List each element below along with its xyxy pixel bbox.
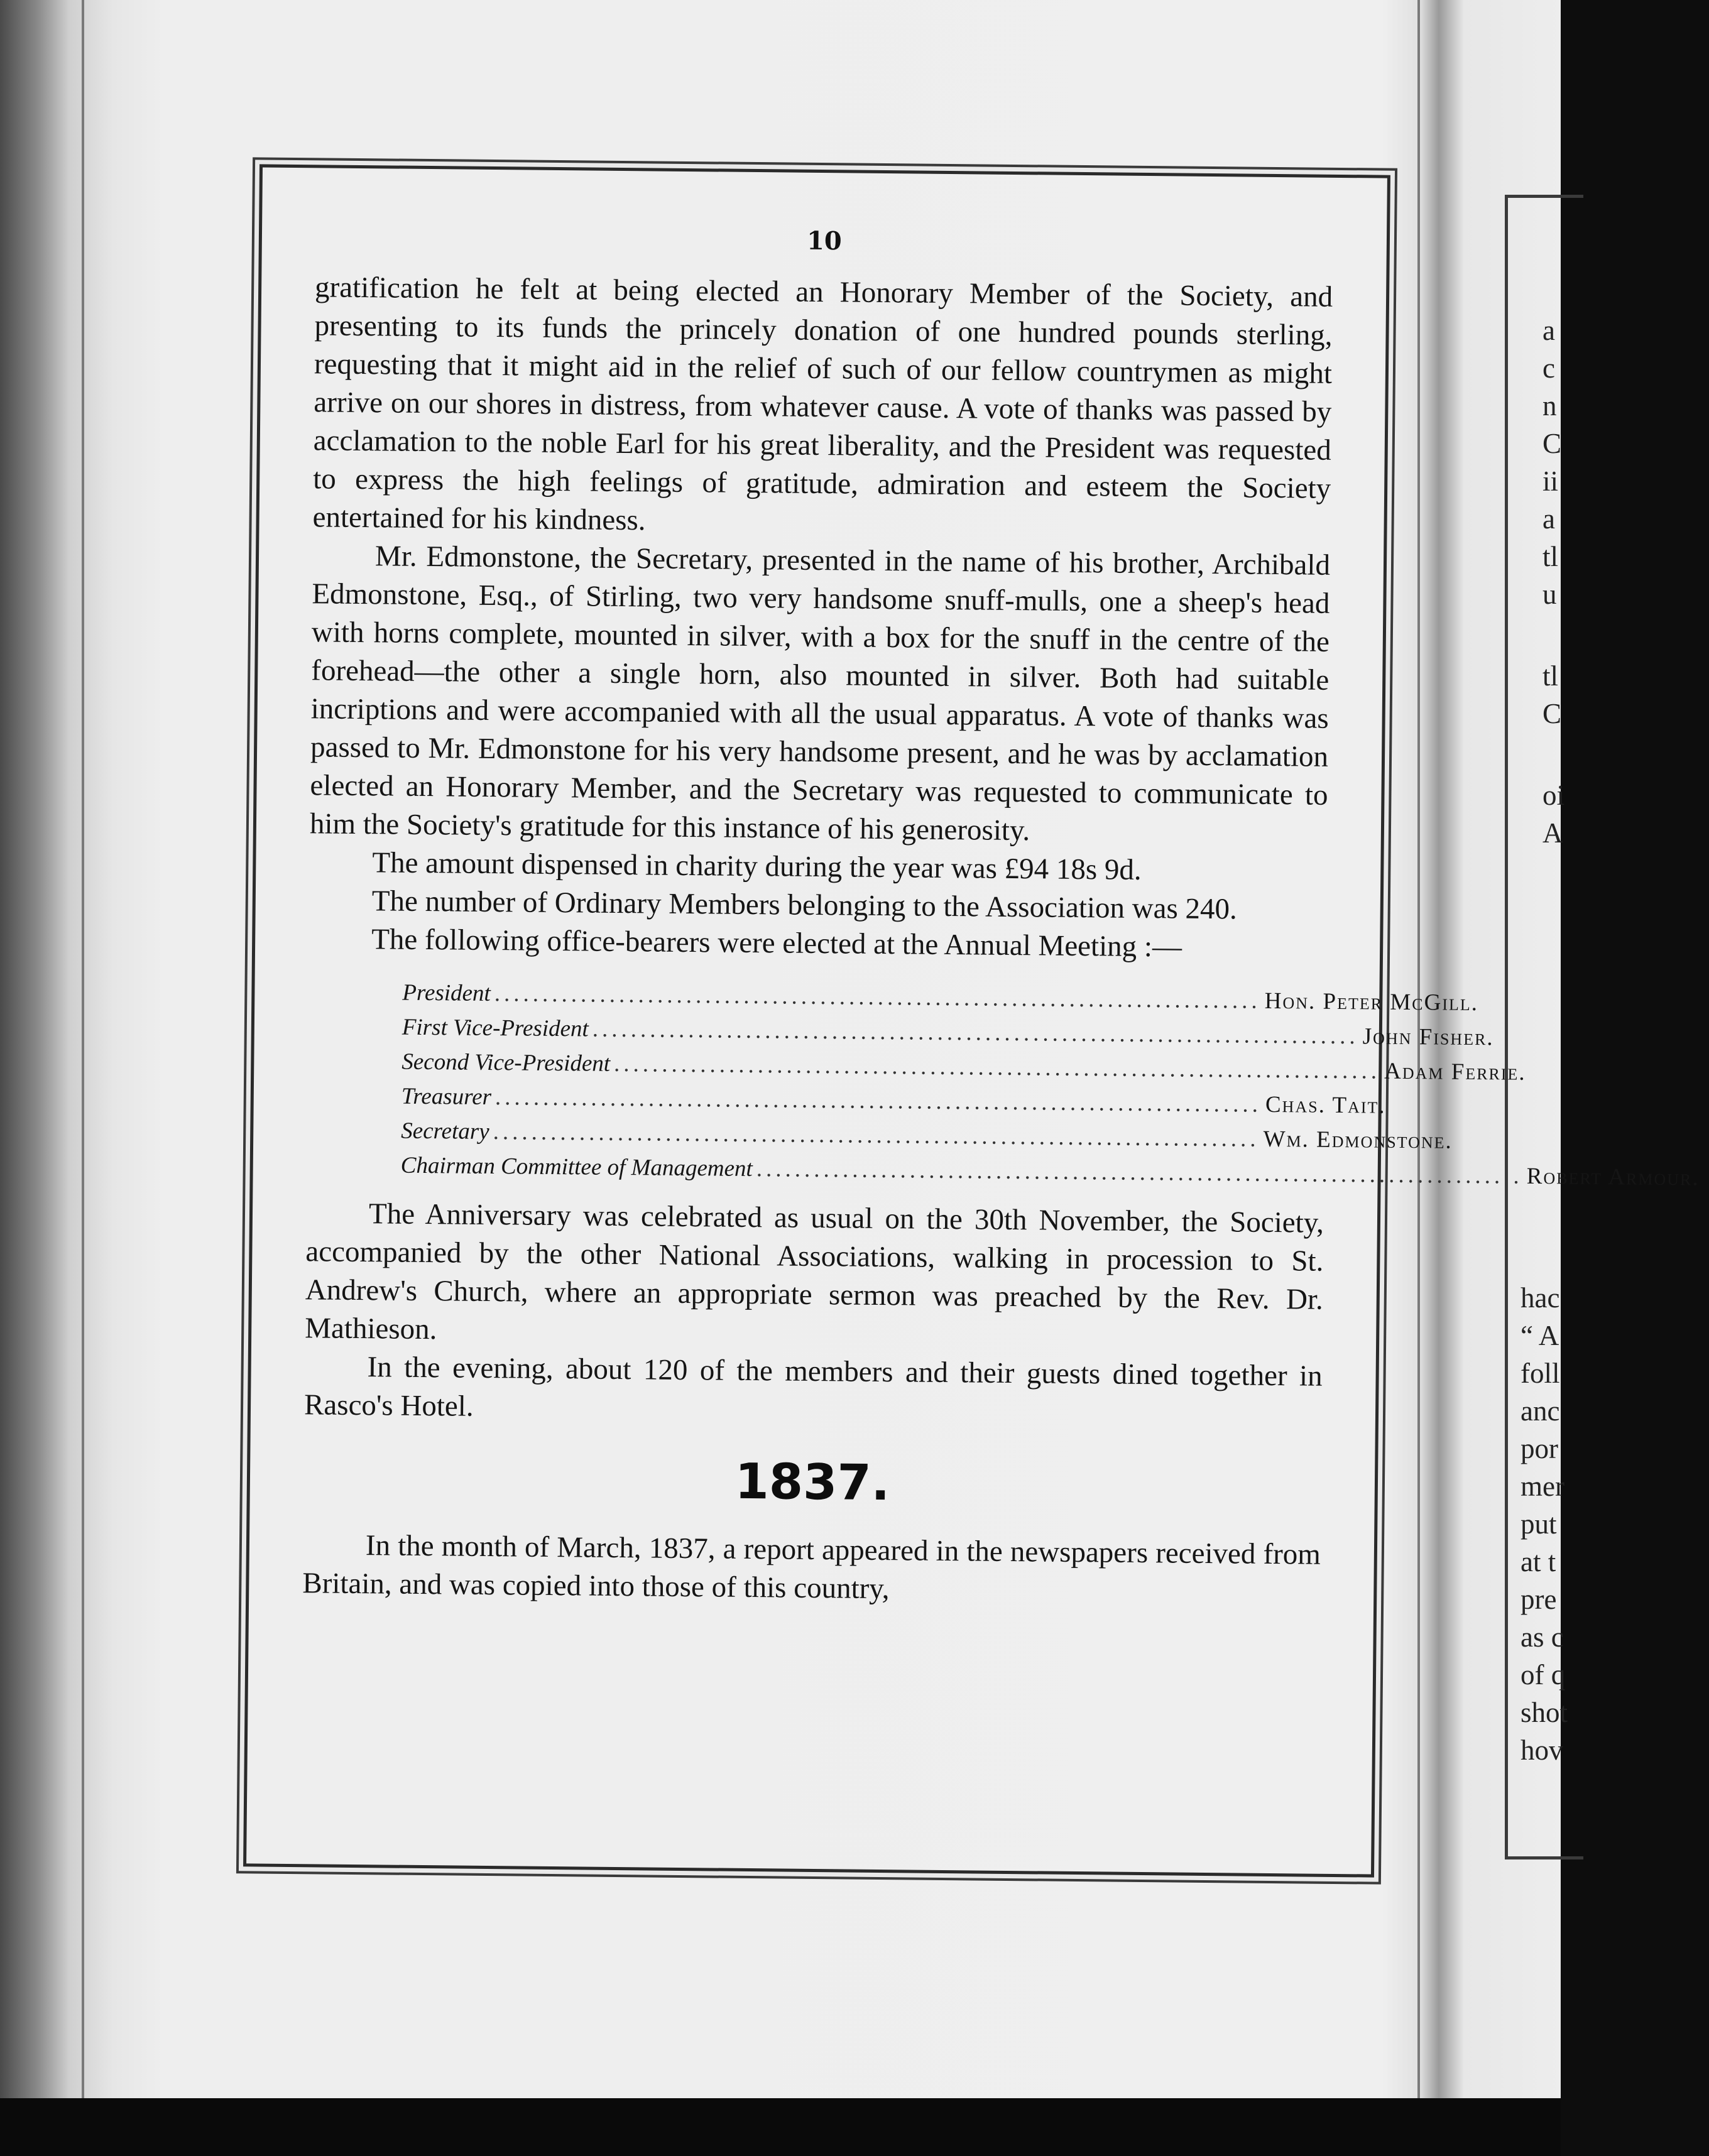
officer-name: John Fisher. bbox=[1362, 1023, 1494, 1051]
officer-row bbox=[400, 1148, 1700, 1191]
fragment-text: at t bbox=[1521, 1546, 1556, 1577]
fragment-text: mer bbox=[1521, 1471, 1564, 1502]
fragment-text: A bbox=[1542, 817, 1563, 849]
leader-dots: ................................................................................ bbox=[494, 981, 1261, 1014]
officer-name: Chas. Tait. bbox=[1265, 1091, 1386, 1119]
paragraph-evening-dinner: In the evening, about 120 of the members and their guests dined together in Rasco's Hotel. bbox=[303, 1351, 1323, 1423]
officer-title: Secretary bbox=[401, 1118, 489, 1145]
officer-name: Hon. Peter McGill. bbox=[1264, 988, 1479, 1016]
paragraph-charity-amount: The amount dispensed in charity during the year was £94 18s 9d. bbox=[372, 846, 1142, 886]
fragment-text: hov bbox=[1521, 1734, 1563, 1766]
fragment-text: put bbox=[1521, 1508, 1557, 1540]
fragment-text: anc bbox=[1521, 1395, 1560, 1427]
paragraph-earl-donation: gratification he felt at being elected an Honorary Member of the Society, and presenting to its funds the princely donation of one hundred pounds sterling, requesting that it might aid in the relief of such of our fellow countrymen as might arrive on our shores in distress, from whatever cause. A vote of thanks was passed by acclamation to the noble Earl for his great liberality, and the President was requested to express the high feelings of gratitude, admiration and esteem the Society entertained for his kindness. bbox=[312, 271, 1333, 537]
fragment-text: ii bbox=[1542, 466, 1559, 497]
officer-name: Wm. Edmonstone. bbox=[1263, 1126, 1453, 1154]
fragment-text: foll bbox=[1521, 1358, 1560, 1389]
fragment-text: a bbox=[1542, 503, 1555, 535]
leader-dots: ................................................................................ bbox=[494, 1084, 1262, 1118]
fragment-text: “ A bbox=[1521, 1320, 1559, 1351]
officer-name: Robert Armour. bbox=[1526, 1163, 1700, 1191]
paragraph-member-count: The number of Ordinary Members belonging to the Association was 240. bbox=[371, 885, 1238, 926]
fragment-text: tl bbox=[1542, 541, 1559, 572]
paragraph-snuff-mulls: Mr. Edmonstone, the Secretary, presented in the name of his brother, Archibald Edmonstone, Esq., of Stirling, two very handsome snuff-mulls, one a sheep's head with horns complete, mounted in silver, with a box for the snuff in the centre of the forehead—the other a single horn, also mounted in silver. Both had suitable incriptions and were accompanied with all the usual apparatus. A vote of thanks was passed to Mr. Edmonstone for his very handsome present, and he was by acclamation elected an Honorary Member, and the Secretary was requested to communicate to him the Society's gratitude for this instance of his generosity. bbox=[309, 540, 1331, 847]
fragment-text: shot bbox=[1521, 1697, 1568, 1728]
fragment-text: c bbox=[1542, 352, 1555, 384]
officer-title: Treasurer bbox=[401, 1083, 492, 1111]
scan-bottom-border bbox=[0, 2098, 1561, 2156]
officer-title: Chairman Committee of Management bbox=[400, 1152, 753, 1182]
fragment-text: of q bbox=[1521, 1659, 1566, 1690]
officer-title: Second Vice-President bbox=[401, 1048, 611, 1077]
fragment-text: as c bbox=[1521, 1621, 1564, 1653]
fragment-text: pre bbox=[1521, 1584, 1557, 1615]
fragment-text: u bbox=[1542, 579, 1557, 610]
officer-title: First Vice-President bbox=[401, 1014, 589, 1042]
officer-name: Adam Ferrie. bbox=[1384, 1058, 1526, 1086]
fragment-text: tl bbox=[1542, 660, 1559, 692]
leader-dots: ................................................................................ bbox=[613, 1050, 1381, 1084]
leader-dots: ................................................................................ bbox=[756, 1156, 1523, 1189]
paragraph-anniversary: The Anniversary was celebrated as usual on the 30th November, the Society, accompanied by the other National Associations, walking in procession to St. Andrew's Church, where an appropriate sermon was preached by the Rev. Dr. Mathieson. bbox=[305, 1197, 1324, 1346]
paragraph-1837-report: In the month of March, 1837, a report appeared in the newspapers received from Britain, and was copied into those of this country, bbox=[302, 1529, 1321, 1606]
section-heading-1837: 1837. bbox=[734, 1453, 890, 1512]
fragment-text: hac bbox=[1521, 1282, 1560, 1314]
fragment-text: por bbox=[1521, 1433, 1558, 1464]
fragment-text: C bbox=[1542, 698, 1562, 729]
left-page-edge-line bbox=[82, 0, 84, 2098]
officer-title: President bbox=[402, 979, 491, 1007]
page-number: 10 bbox=[806, 226, 842, 256]
fragment-text: n bbox=[1542, 390, 1557, 422]
paragraph-office-bearers-intro: The following office-bearers were elected at the Annual Meeting :— bbox=[371, 923, 1182, 964]
leader-dots: ................................................................................ bbox=[592, 1016, 1359, 1050]
fragment-text: a bbox=[1542, 315, 1555, 346]
fragment-text: oi bbox=[1542, 780, 1565, 811]
leader-dots: ................................................................................ bbox=[493, 1119, 1260, 1152]
fragment-text: C bbox=[1542, 428, 1562, 459]
office-bearers-list bbox=[400, 976, 1700, 1191]
